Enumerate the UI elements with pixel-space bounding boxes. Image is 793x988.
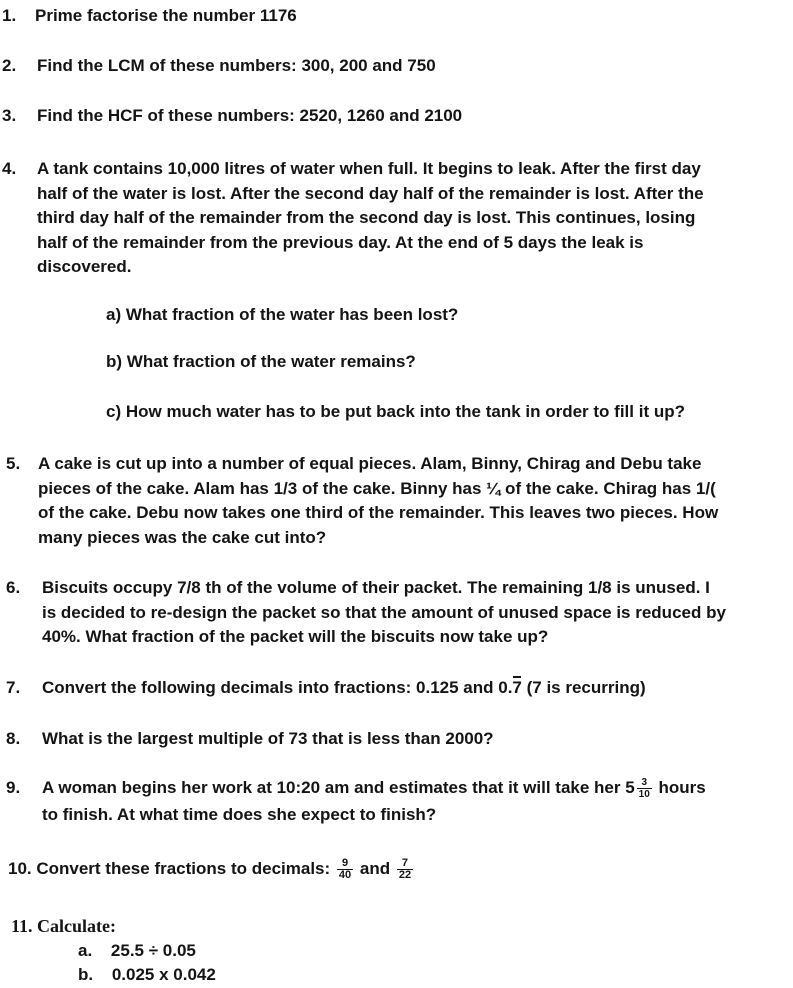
question-line: is decided to re-design the packet so that the amount of unused space is reduced by <box>42 602 726 622</box>
question-number: 5. <box>6 454 21 473</box>
question-text-start: A woman begins her work at 10:20 am and estimates that it will take her 5 <box>42 778 635 797</box>
question-text <box>37 157 704 280</box>
question-text: Find the LCM of these numbers: 300, 200 and 750 <box>37 56 436 75</box>
question-line: discovered. <box>37 257 132 276</box>
part-label: b. <box>78 965 94 984</box>
question-text-end: (7 is recurring) <box>521 678 646 697</box>
question-line: many pieces was the cake cut into? <box>38 527 327 547</box>
question-text <box>42 576 726 650</box>
fraction-denominator: 40 <box>338 869 352 882</box>
question-number: 4. <box>2 159 17 178</box>
question-line: half of the remainder from the previous day. At the end of 5 days the leak is <box>37 232 644 252</box>
expression: 0.025 x 0.042 <box>111 965 216 984</box>
question-text: Find the HCF of these numbers: 2520, 1260 and 2100 <box>37 106 463 125</box>
question-line: 40%. What fraction of the packet will the biscuits now take up? <box>42 627 549 646</box>
question-line: Biscuits occupy 7/8 th of the volume of their packet. The remaining 1/8 is unused. I <box>42 578 710 597</box>
fraction <box>397 858 413 881</box>
question-line: half of the water is lost. After the second day half of the remainder is lost. After the <box>37 183 704 203</box>
fraction-denominator: 22 <box>398 869 412 882</box>
question-line: third day half of the remainder from the second day is lost. This continues, losing <box>37 208 696 227</box>
question-line <box>42 776 706 801</box>
question-number: 3. <box>2 106 17 125</box>
question-line: pieces of the cake. Alam has 1/3 of the cake. Binny has ¼ of the cake. Chirag has 1/( <box>38 478 716 498</box>
fraction-numerator: 7 <box>397 858 413 870</box>
question-number: 7. <box>6 678 21 697</box>
question-text <box>42 776 706 827</box>
question-11-part-a <box>78 941 196 961</box>
mixed-fraction <box>637 777 652 800</box>
question-11: 11. Calculate: <box>11 916 116 936</box>
fraction <box>337 858 353 881</box>
question-line: to finish. At what time does she expect to finish? <box>42 804 437 824</box>
question-11-part-b <box>78 965 216 985</box>
question-text <box>42 676 646 701</box>
question-4-part-b: b) What fraction of the water remains? <box>106 352 416 371</box>
fraction-numerator: 9 <box>337 858 353 870</box>
fraction-numerator: 3 <box>637 777 652 789</box>
recurring-digit: 7 <box>512 676 521 701</box>
question-text <box>38 452 718 550</box>
fraction-denominator: 10 <box>638 789 650 801</box>
question-number: 2. <box>2 56 17 75</box>
conjunction: and <box>359 859 391 878</box>
question-text-start: Convert the following decimals into fractions: 0.125 and 0. <box>42 678 513 697</box>
question-line: of the cake. Debu now takes one third of the remainder. This leaves two pieces. How <box>38 503 719 522</box>
question-text: What is the largest multiple of 73 that is less than 2000? <box>42 729 494 748</box>
part-label: a. <box>78 941 93 960</box>
question-line: A tank contains 10,000 litres of water when full. It begins to leak. After the first day <box>37 159 701 178</box>
question-10 <box>8 857 415 882</box>
question-number: 8. <box>6 729 21 748</box>
question-text-end: hours <box>653 778 706 797</box>
question-4-part-c: c) How much water has to be put back into the tank in order to fill it up? <box>106 402 685 421</box>
question-number: 6. <box>6 578 21 597</box>
question-line: A cake is cut up into a number of equal pieces. Alam, Binny, Chirag and Debu take <box>38 454 702 473</box>
question-text: 10. Convert these fractions to decimals: <box>8 859 331 878</box>
question-number: 1. <box>2 6 17 25</box>
question-text: Prime factorise the number 1176 <box>35 6 297 25</box>
question-4-part-a: a) What fraction of the water has been lost? <box>106 305 459 324</box>
question-number: 9. <box>6 778 21 797</box>
expression: 25.5 ÷ 0.05 <box>110 941 196 960</box>
